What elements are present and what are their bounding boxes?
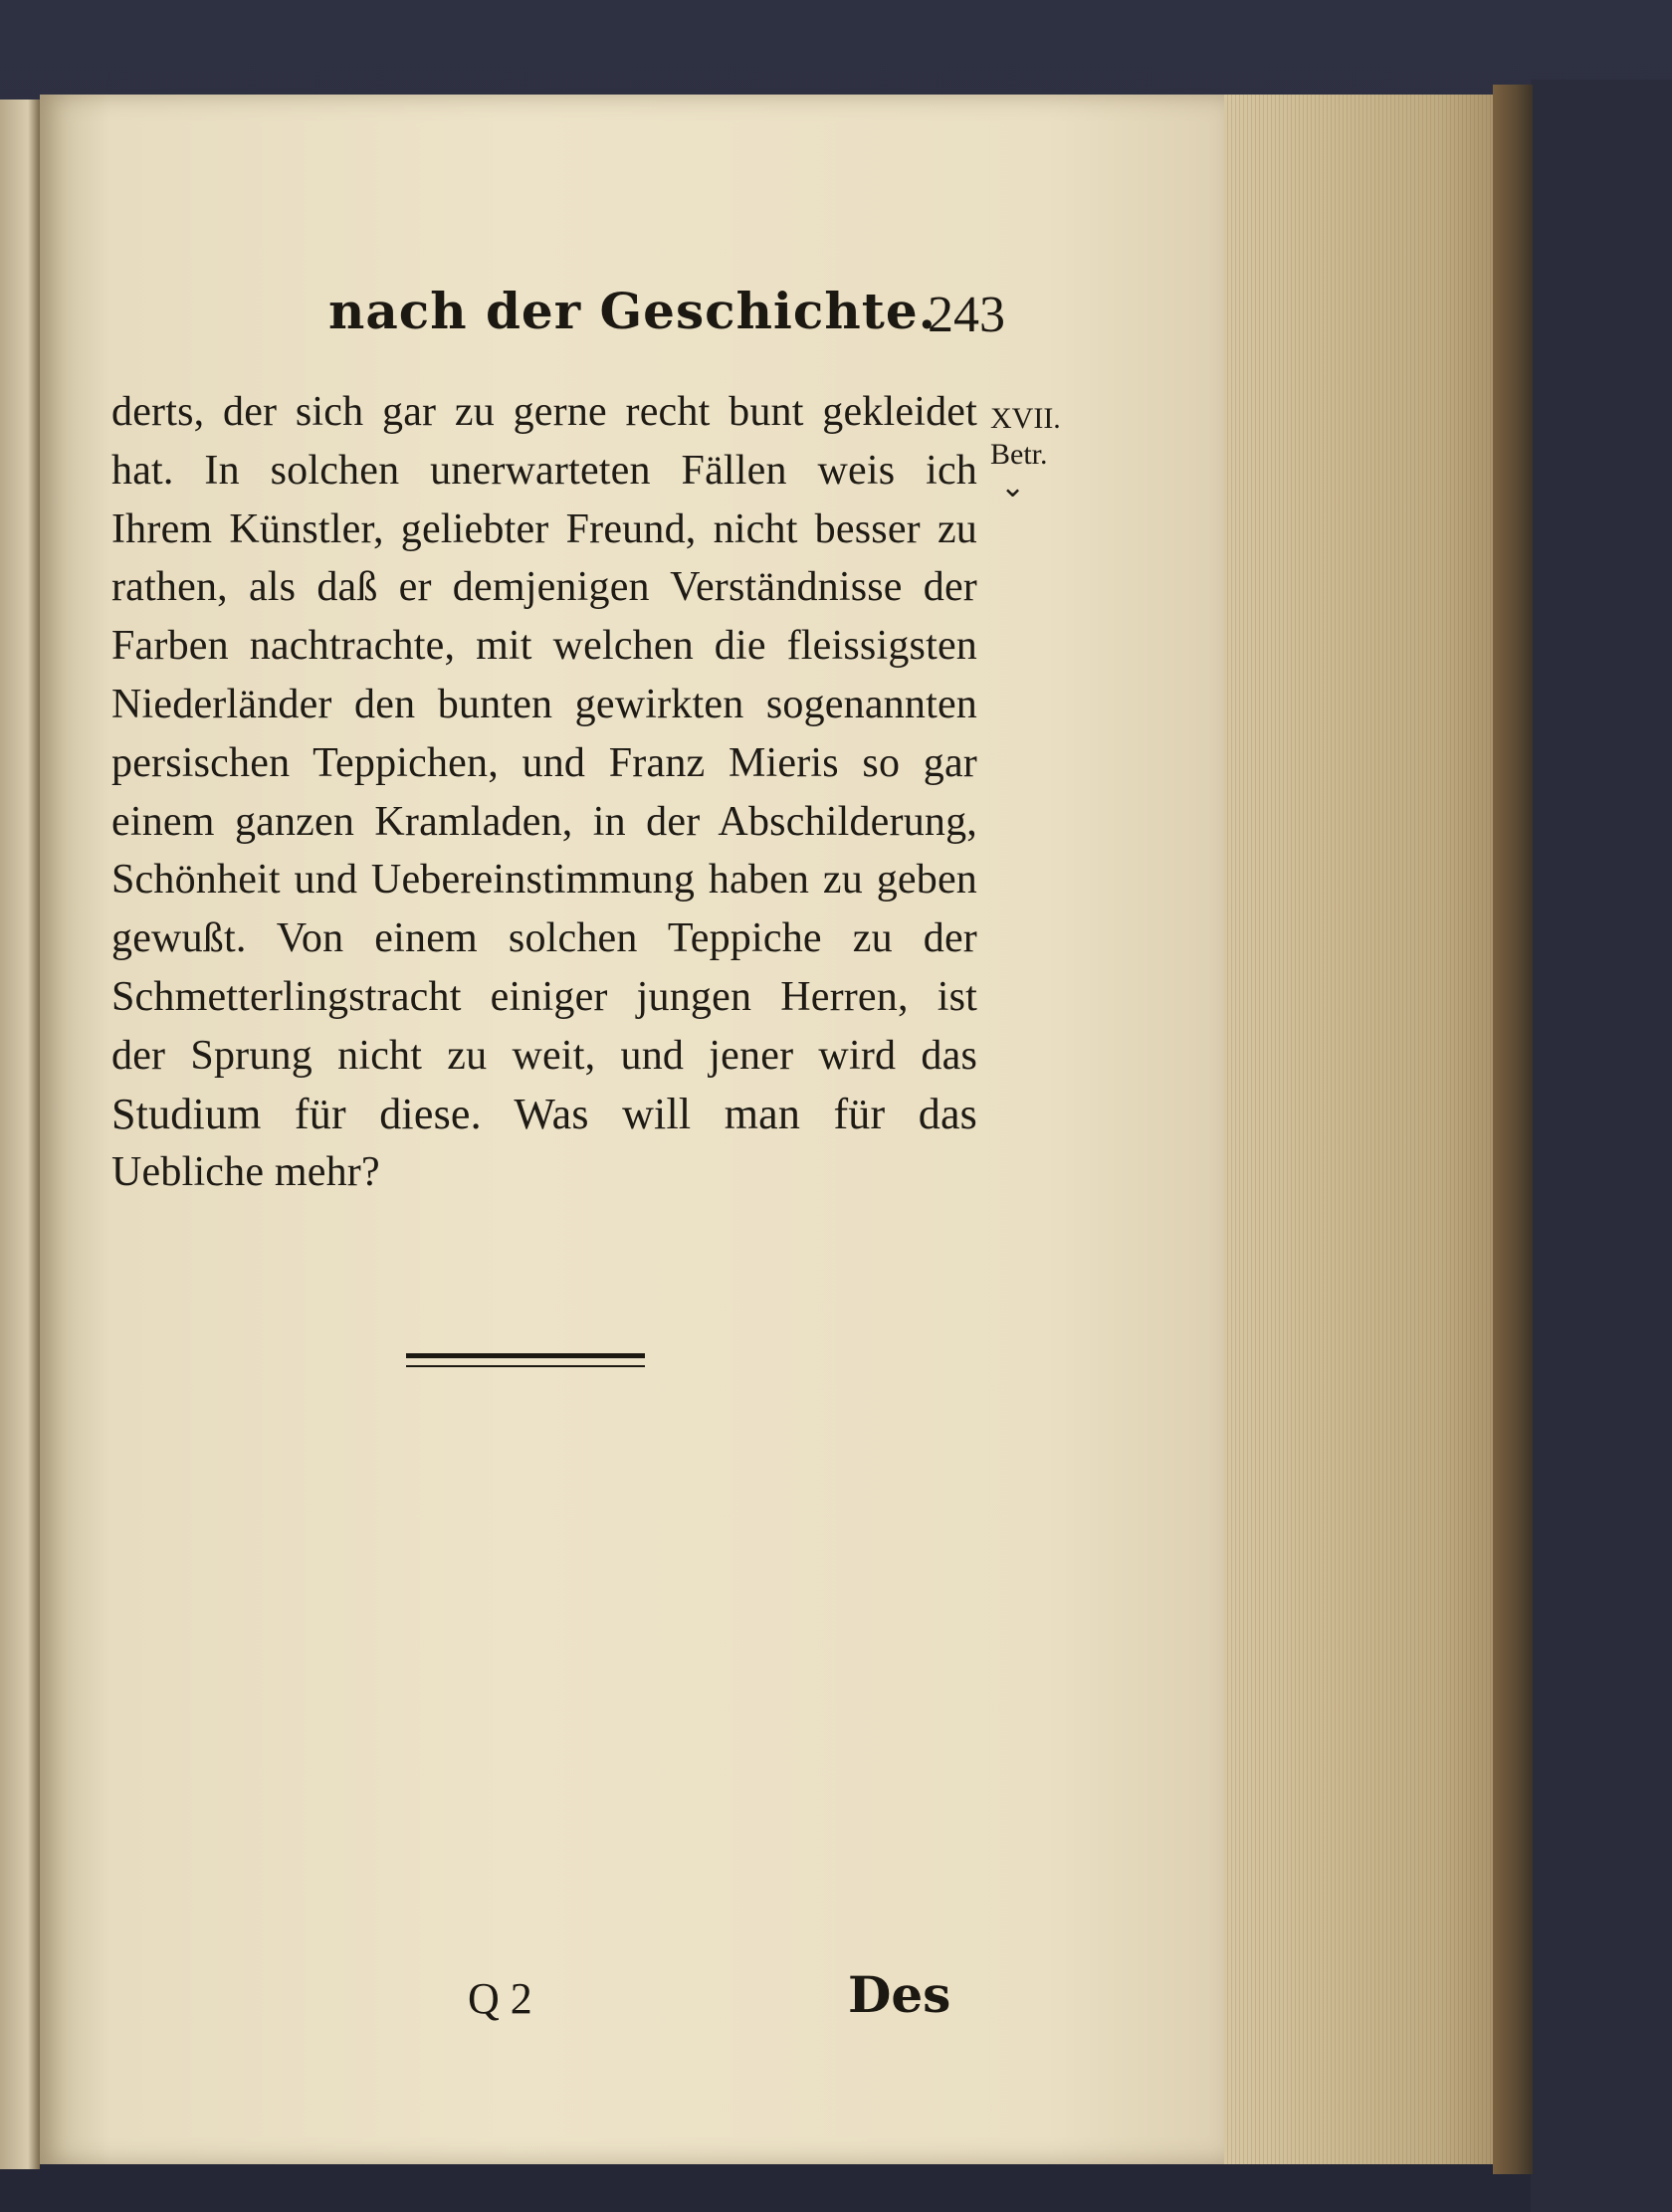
- text-line: hat. In solchen unerwarteten Fällen weis ich: [111, 447, 977, 494]
- marginal-brace-icon: ⌄: [1000, 471, 1026, 503]
- text-line: rathen, als daß er demjenigen Verständnisse der: [111, 564, 977, 611]
- page-number: 243: [928, 287, 1005, 343]
- background-right: [1531, 80, 1672, 2212]
- text-line: gewußt. Von einem solchen Teppiche zu der: [111, 915, 977, 962]
- book-fore-edge: [1199, 95, 1498, 2164]
- running-title: nach der Geschichte.: [328, 282, 938, 340]
- text-line: einem ganzen Kramladen, in der Abschilderung,: [111, 798, 977, 845]
- text-line: Uebliche mehr?: [111, 1149, 380, 1196]
- body-text: [111, 383, 977, 1202]
- marginal-note-line: Betr.: [990, 438, 1048, 471]
- catchword: Des: [848, 1965, 951, 2024]
- text-line: Studium für diese. Was will man für das: [111, 1089, 977, 1138]
- marginal-note: [990, 401, 1100, 503]
- marginal-note-line: XVII.: [990, 402, 1061, 435]
- section-rule: [406, 1353, 645, 1367]
- text-line: Farben nachtrachte, mit welchen die fleissigsten: [111, 623, 977, 670]
- facing-page-edge: [0, 100, 40, 2169]
- text-line: Schmetterlingstracht einiger jungen Herren, ist: [111, 973, 977, 1020]
- text-line: Niederländer den bunten gewirkten sogenannten: [111, 681, 977, 727]
- page-header: [328, 282, 1005, 361]
- book-page: [40, 95, 1224, 2164]
- text-line: persischen Teppichen, und Franz Mieris so gar: [111, 739, 977, 786]
- signature-mark: Q 2: [468, 1974, 532, 2023]
- text-line: derts, der sich gar zu gerne recht bunt gekleidet: [111, 389, 977, 435]
- text-line: Schönheit und Uebereinstimmung haben zu geben: [111, 857, 977, 904]
- text-line: der Sprung nicht zu weit, und jener wird das: [111, 1032, 977, 1079]
- book-cover-edge: [1493, 85, 1533, 2174]
- text-line: Ihrem Künstler, geliebter Freund, nicht besser zu: [111, 505, 977, 552]
